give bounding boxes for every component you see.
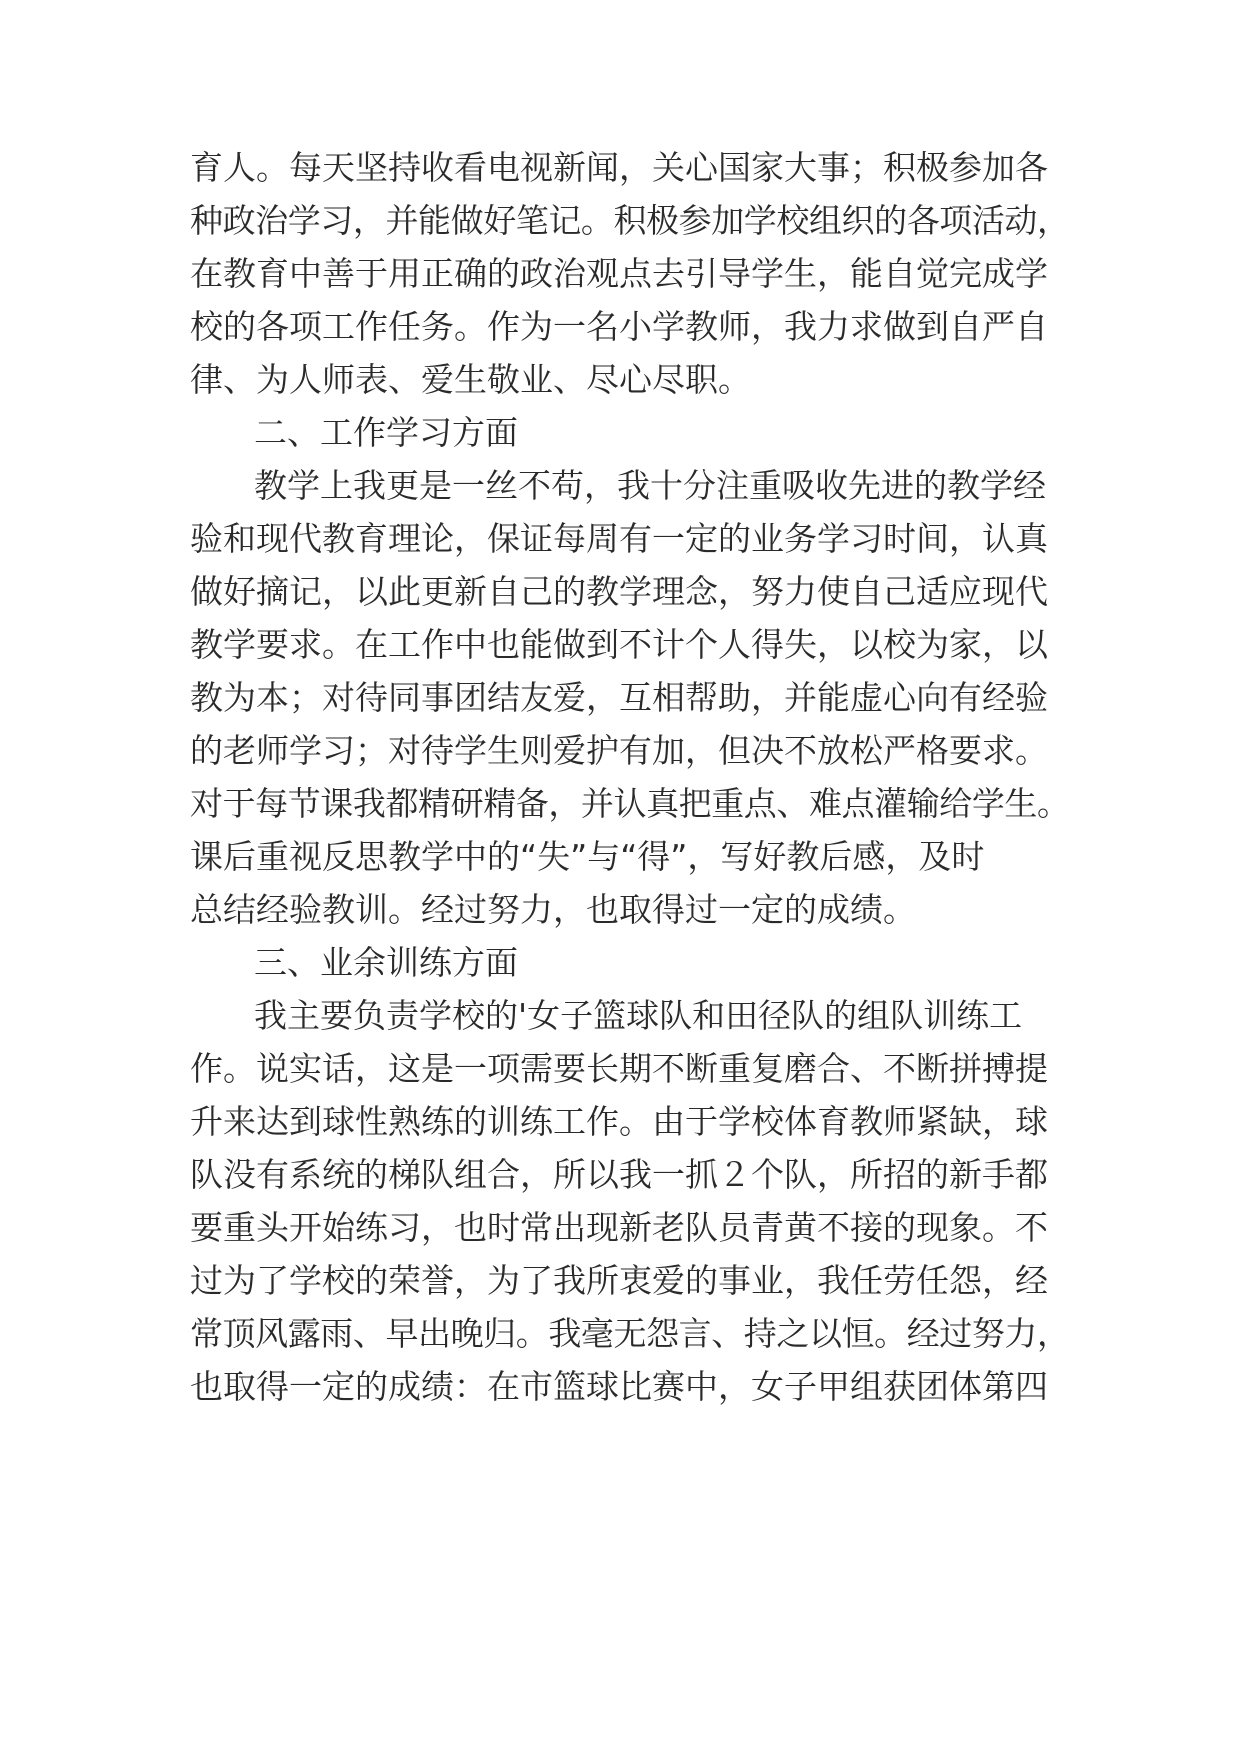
text-line: 课后重视反思教学中的“失”与“得”，写好教后感，及时 bbox=[190, 837, 985, 876]
text-line: 教学上我更是一丝不苟，我十分注重吸收先进的教学经 bbox=[254, 466, 1046, 505]
text-line: 种政治学习，并能做好笔记。积极参加学校组织的各项活动， bbox=[190, 201, 1070, 240]
text-line: 总结经验教训。经过努力，也取得过一定的成绩。 bbox=[190, 890, 916, 929]
text-line: 校的各项工作任务。作为一名小学教师，我力求做到自严自 bbox=[190, 307, 1048, 346]
text-line: 在教育中善于用正确的政治观点去引导学生，能自觉完成学 bbox=[190, 254, 1048, 293]
text-line: 过为了学校的荣誉，为了我所衷爱的事业，我任劳任怨，经 bbox=[190, 1261, 1048, 1300]
text-line: 对于每节课我都精研精备，并认真把重点、难点灌输给学生。 bbox=[190, 784, 1070, 823]
text-line: 教为本；对待同事团结友爱，互相帮助，并能虚心向有经验 bbox=[190, 678, 1048, 717]
section-heading: 二、工作学习方面 bbox=[254, 413, 518, 452]
text-line: 队没有系统的梯队组合，所以我一抓２个队，所招的新手都 bbox=[190, 1155, 1048, 1194]
text-line: 验和现代教育理论，保证每周有一定的业务学习时间，认真 bbox=[190, 519, 1048, 558]
section-heading: 三、业余训练方面 bbox=[254, 943, 518, 982]
text-line: 要重头开始练习，也时常出现新老队员青黄不接的现象。不 bbox=[190, 1208, 1048, 1247]
text-line: 常顶风露雨、早出晚归。我毫无怨言、持之以恒。经过努力， bbox=[190, 1314, 1070, 1353]
text-line: 也取得一定的成绩：在市篮球比赛中，女子甲组获团体第四 bbox=[190, 1367, 1048, 1406]
text-line: 律、为人师表、爱生敬业、尽心尽职。 bbox=[190, 360, 751, 399]
text-line: 的老师学习；对待学生则爱护有加，但决不放松严格要求。 bbox=[190, 731, 1048, 770]
text-line: 我主要负责学校的'女子篮球队和田径队的组队训练工 bbox=[254, 996, 1023, 1035]
text-line: 升来达到球性熟练的训练工作。由于学校体育教师紧缺，球 bbox=[190, 1102, 1048, 1141]
text-line: 教学要求。在工作中也能做到不计个人得失，以校为家，以 bbox=[190, 625, 1048, 664]
text-line: 育人。每天坚持收看电视新闻，关心国家大事；积极参加各 bbox=[190, 148, 1048, 187]
text-line: 做好摘记，以此更新自己的教学理念，努力使自己适应现代 bbox=[190, 572, 1048, 611]
text-line: 作。说实话，这是一项需要长期不断重复磨合、不断拼搏提 bbox=[190, 1049, 1048, 1088]
